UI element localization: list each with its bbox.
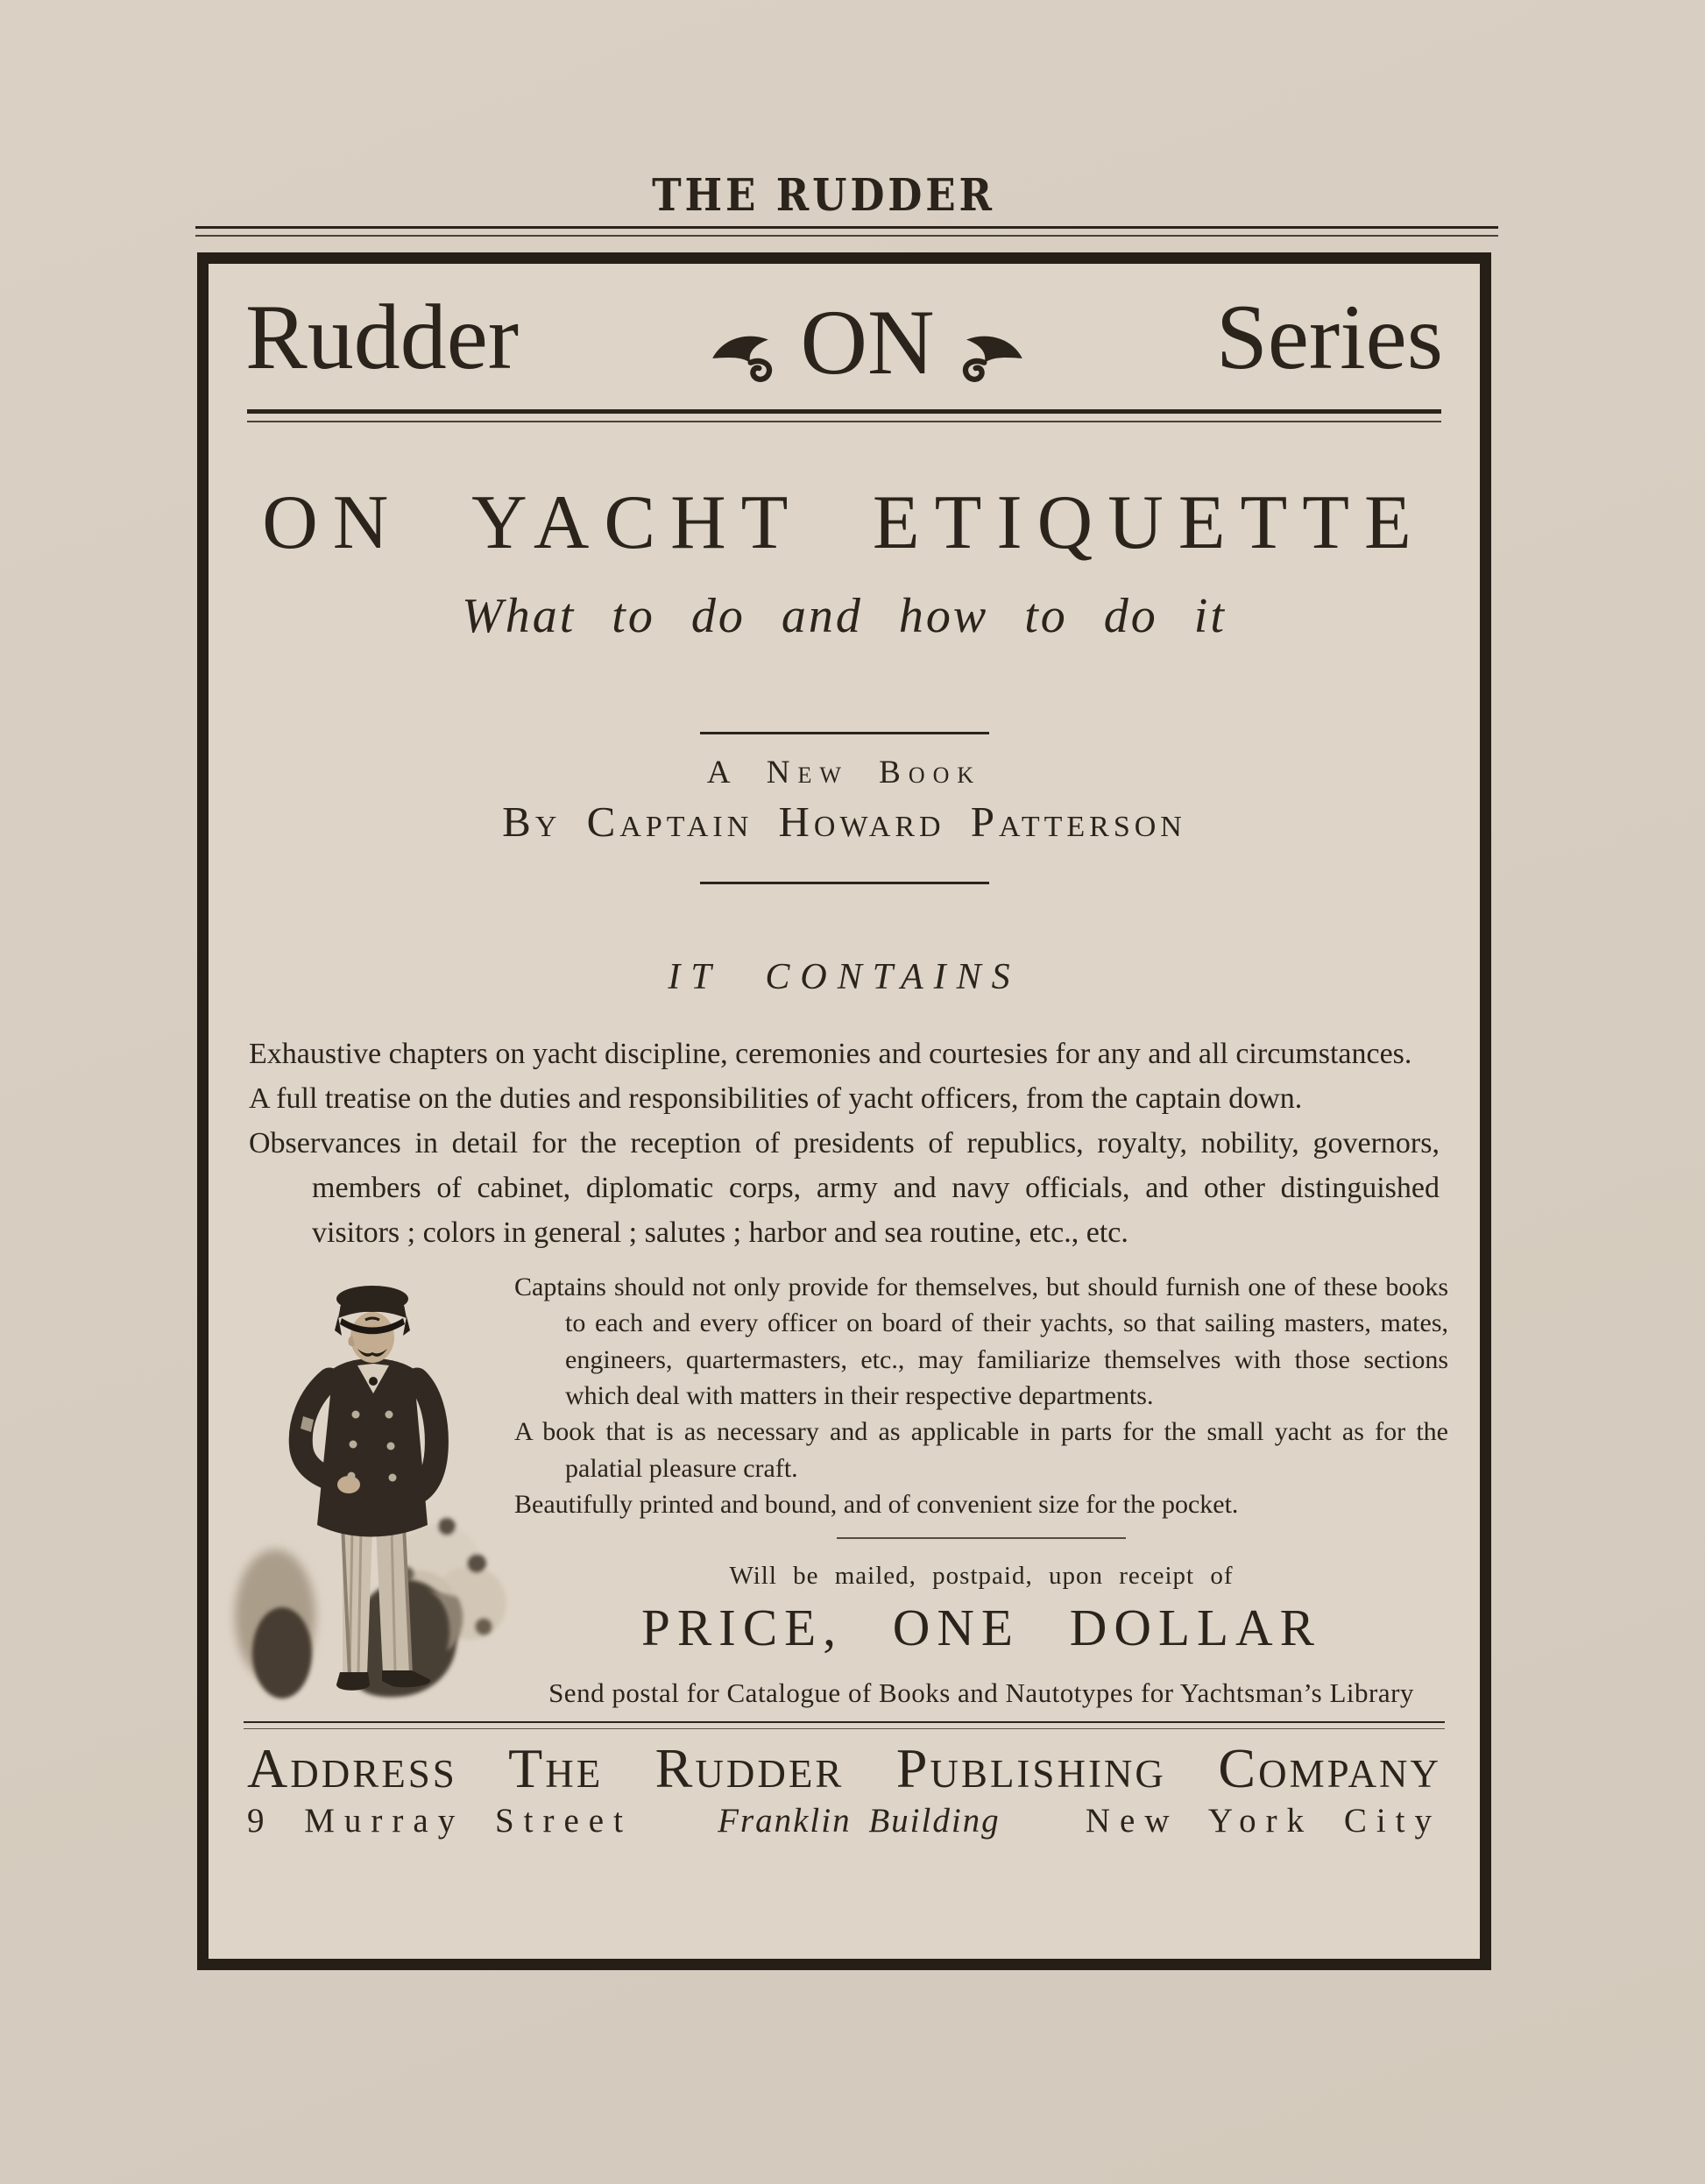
captain-with-fluffy-dog-illustration [221, 1266, 514, 1704]
middle-section [209, 1266, 1480, 1709]
pitch-item: A book that is as necessary and as applicable in parts for the small yacht as for the palatial pleasure craft. [514, 1417, 1448, 1483]
fleuron-swirl-right-icon [958, 331, 1026, 382]
pitch-column [514, 1269, 1448, 1709]
pitch-item: Captains should not only provide for themselves, but should furnish one of these books to each and every officer on board of their yachts, so that sailing masters, mates, engineers, quartermasters, etc., may familiarize themselves with those sections which deal with matters in their respective departments. [514, 1272, 1448, 1410]
book-subtitle: What to do and how to do it [462, 588, 1227, 643]
author-byline: By Captain Howard Patterson [502, 797, 1186, 846]
title-double-rule [247, 409, 1441, 422]
publisher-street: 9 Murray Street [247, 1801, 633, 1840]
contains-list [249, 1032, 1440, 1255]
series-center-group [709, 287, 1025, 398]
book-title: ON YACHT ETIQUETTE [262, 479, 1426, 565]
series-title [245, 281, 1443, 399]
fleuron-swirl-left-icon [709, 331, 777, 382]
catalog-note: Send postal for Catalogue of Books and Nautotypes for Yachtsman’s Library [548, 1677, 1414, 1708]
advertisement-frame [197, 252, 1491, 1970]
mailing-note: Will be mailed, postpaid, upon receipt of [729, 1561, 1234, 1590]
footer-double-rule [244, 1721, 1445, 1729]
offer-divider-rule [837, 1537, 1126, 1539]
contains-item: Observances in detail for the reception of presidents of republics, royalty, nobility, governors, members of cabinet, diplomatic corps, army and navy officials, and other distinguished visitors ; colors in general ; salutes ; harbor and sea routine, etc., etc. [249, 1126, 1440, 1249]
new-book-label: A New Book [706, 754, 982, 791]
contains-item: Exhaustive chapters on yacht discipline, ceremonies and courtesies for any and all circumstances. [249, 1037, 1412, 1070]
short-rule [700, 732, 989, 734]
price-line: PRICE, ONE DOLLAR [641, 1598, 1321, 1656]
short-rule [700, 882, 989, 884]
series-word-right: Series [1215, 286, 1443, 388]
pitch-item: Beautifully printed and bound, and of convenient size for the pocket. [514, 1490, 1239, 1520]
series-word-left: Rudder [245, 286, 520, 388]
contains-item: A full treatise on the duties and responsibilities of yacht officers, from the captain down. [249, 1081, 1303, 1115]
publisher-address-bottom [247, 1801, 1441, 1840]
publisher-city: New York City [1085, 1801, 1441, 1840]
publisher-building: Franklin Building [718, 1801, 1001, 1840]
magazine-masthead: THE RUDDER [652, 169, 995, 223]
series-word-center: ON [800, 291, 935, 394]
top-double-rule [195, 226, 1498, 237]
publisher-address-line: Address The Rudder Publishing Company [247, 1736, 1441, 1799]
contains-heading: IT CONTAINS [668, 956, 1021, 997]
